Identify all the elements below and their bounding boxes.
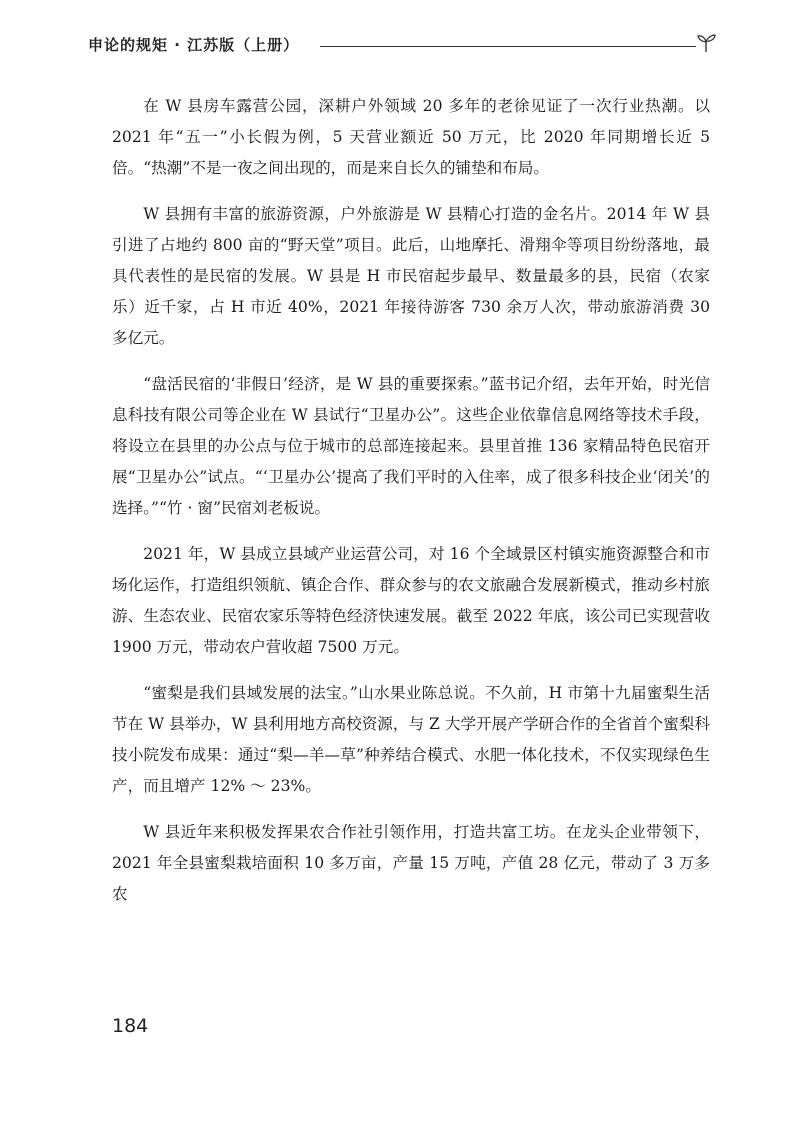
paragraph: “蜜梨是我们县域发展的法宝。”山水果业陈总说。不久前，H 市第十九届蜜梨生活节在 W 县举办，W 县利用地方高校资源，与 Z 大学开展产学研合作的全省首个蜜梨科技小院发布成果：通过“梨—羊—草”种养结合模式、水肥一体化技术，不仅实现绿色生产，而且增产 12% ～ 23%。 (112, 684, 710, 795)
paragraph: 在 W 县房车露营公园，深耕户外领域 20 多年的老徐见证了一次行业热潮。以 2021 年“五一”小长假为例，5 天营业额近 50 万元，比 2020 年同期增长近 5 倍。“热潮”不是一夜之间出现的，而是来自长久的铺垫和布局。 (112, 97, 710, 177)
body-text (112, 91, 710, 925)
paragraph: W 县近年来积极发挥果农合作社引领作用，打造共富工坊。在龙头企业带领下，2021 年全县蜜梨栽培面积 10 多万亩，产量 15 万吨，产值 28 亿元，带动了 3 万多农 (112, 823, 710, 903)
running-header (88, 30, 718, 56)
header-rule (320, 46, 696, 47)
page-number: 184 (112, 1015, 149, 1037)
sprout-icon (694, 30, 718, 54)
paragraph: W 县拥有丰富的旅游资源，户外旅游是 W 县精心打造的金名片。2014 年 W 县引进了占地约 800 亩的“野天堂”项目。此后，山地摩托、滑翔伞等项目纷纷落地，最具代表性的是民宿的发展。W 县是 H 市民宿起步最早、数量最多的县，民宿（农家乐）近千家，占 H 市近 40%，2021 年接待游客 730 余万人次，带动旅游消费 30 多亿元。 (112, 205, 710, 347)
paragraph: “盘活民宿的‘非假日’经济，是 W 县的重要探索。”蓝书记介绍，去年开始，时光信息科技有限公司等企业在 W 县试行“卫星办公”。这些企业依靠信息网络等技术手段，将设立在县里的办公点与位于城市的总部连接起来。县里首推 136 家精品特色民宿开展“卫星办公”试点。“‘卫星办公’提高了我们平时的入住率，成了很多科技企业‘闭关’的选择。”“竹 · 窗”民宿刘老板说。 (112, 375, 710, 517)
paragraph: 2021 年，W 县成立县域产业运营公司，对 16 个全域景区村镇实施资源整合和市场化运作，打造组织领航、镇企合作、群众参与的农文旅融合发展新模式，推动乡村旅游、生态农业、民宿农家乐等特色经济快速发展。截至 2022 年底，该公司已实现营收 1900 万元，带动农户营收超 7500 万元。 (112, 545, 710, 656)
header-title: 申论的规矩 · 江苏版（上册） (88, 36, 300, 54)
